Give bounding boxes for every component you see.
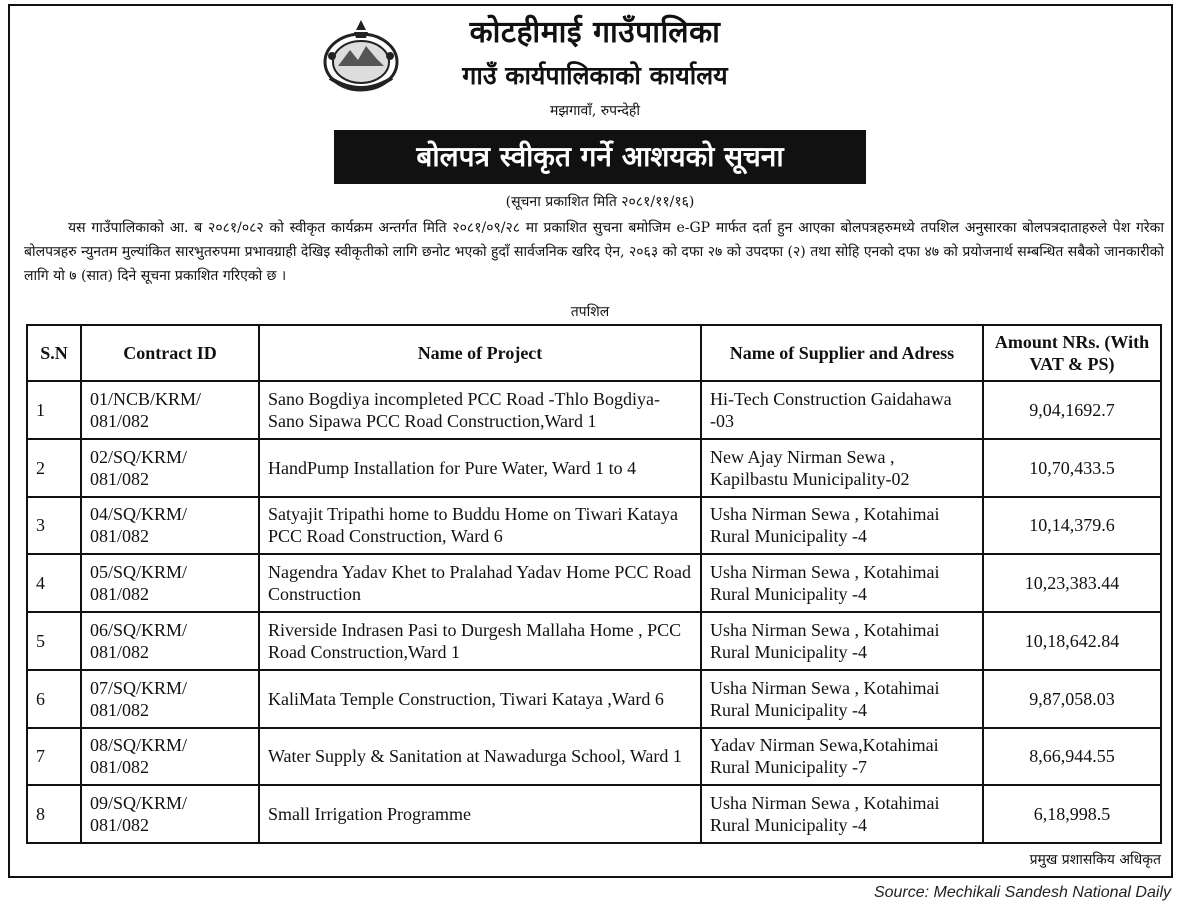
table-row xyxy=(27,439,1161,497)
cell-contract-id: 01/NCB/KRM/ 081/082 xyxy=(81,381,259,439)
cell-project: Small Irrigation Programme xyxy=(259,785,701,843)
cell-project: Satyajit Tripathi home to Buddu Home on Tiwari Kataya PCC Road Construction, Ward 6 xyxy=(259,497,701,555)
cell-amount: 8,66,944.55 xyxy=(983,728,1161,786)
signatory-title: प्रमुख प्रशासकिय अधिकृत xyxy=(1029,852,1161,868)
table-row xyxy=(27,612,1161,670)
cell-amount: 9,87,058.03 xyxy=(983,670,1161,728)
cell-sn: 7 xyxy=(27,728,81,786)
office-address: मझगावाँ, रुपन्देही xyxy=(550,103,640,119)
cell-supplier: New Ajay Nirman Sewa , Kapilbastu Municipality-02 xyxy=(701,439,983,497)
cell-project: Sano Bogdiya incompleted PCC Road -Thlo Bogdiya- Sano Sipawa PCC Road Construction,Ward 1 xyxy=(259,381,701,439)
cell-amount: 10,70,433.5 xyxy=(983,439,1161,497)
cell-supplier: Hi-Tech Construction Gaidahawa -03 xyxy=(701,381,983,439)
header-amount: Amount NRs. (With VAT & PS) xyxy=(983,325,1161,381)
table-row xyxy=(27,554,1161,612)
cell-amount: 6,18,998.5 xyxy=(983,785,1161,843)
tender-table xyxy=(26,324,1162,844)
table-row xyxy=(27,497,1161,555)
cell-supplier: Yadav Nirman Sewa,Kotahimai Rural Municipality -7 xyxy=(701,728,983,786)
municipality-name: कोटहीमाई गाउँपालिका xyxy=(469,15,721,50)
cell-sn: 8 xyxy=(27,785,81,843)
header-contract-id: Contract ID xyxy=(81,325,259,381)
cell-sn: 2 xyxy=(27,439,81,497)
header-project: Name of Project xyxy=(259,325,701,381)
table-row xyxy=(27,670,1161,728)
cell-supplier: Usha Nirman Sewa , Kotahimai Rural Municipality -4 xyxy=(701,785,983,843)
cell-supplier: Usha Nirman Sewa , Kotahimai Rural Municipality -4 xyxy=(701,497,983,555)
cell-project: HandPump Installation for Pure Water, Ward 1 to 4 xyxy=(259,439,701,497)
notice-title: बोलपत्र स्वीकृत गर्ने आशयको सूचना xyxy=(334,130,866,184)
published-date: (सूचना प्रकाशित मिति २०८१/११/१६) xyxy=(505,194,695,210)
nepal-government-emblem xyxy=(316,16,406,96)
cell-sn: 1 xyxy=(27,381,81,439)
cell-contract-id: 08/SQ/KRM/ 081/082 xyxy=(81,728,259,786)
cell-contract-id: 04/SQ/KRM/ 081/082 xyxy=(81,497,259,555)
office-name: गाउँ कार्यपालिकाको कार्यालय xyxy=(462,61,728,90)
cell-supplier: Usha Nirman Sewa , Kotahimai Rural Municipality -4 xyxy=(701,670,983,728)
cell-amount: 10,14,379.6 xyxy=(983,497,1161,555)
cell-project: Riverside Indrasen Pasi to Durgesh Mallaha Home , PCC Road Construction,Ward 1 xyxy=(259,612,701,670)
header-supplier: Name of Supplier and Adress xyxy=(701,325,983,381)
cell-contract-id: 06/SQ/KRM/ 081/082 xyxy=(81,612,259,670)
cell-sn: 4 xyxy=(27,554,81,612)
cell-amount: 10,18,642.84 xyxy=(983,612,1161,670)
cell-contract-id: 05/SQ/KRM/ 081/082 xyxy=(81,554,259,612)
cell-contract-id: 02/SQ/KRM/ 081/082 xyxy=(81,439,259,497)
cell-project: Water Supply & Sanitation at Nawadurga School, Ward 1 xyxy=(259,728,701,786)
cell-project: Nagendra Yadav Khet to Pralahad Yadav Home PCC Road Construction xyxy=(259,554,701,612)
cell-supplier: Usha Nirman Sewa , Kotahimai Rural Municipality -4 xyxy=(701,612,983,670)
cell-sn: 5 xyxy=(27,612,81,670)
cell-sn: 3 xyxy=(27,497,81,555)
source-credit: Source: Mechikali Sandesh National Daily xyxy=(873,884,1171,901)
table-row xyxy=(27,728,1161,786)
notice-body: यस गाउँपालिकाको आ. ब २०८१/०८२ को स्वीकृत कार्यक्रम अन्तर्गत मिति २०८१/०९/२८ मा प्रकाशित सुचना बमोजिम e-GP मार्फत दर्ता हुन आएका बोलपत्रहरुमध्ये तपशिल अनुसारका बोलपत्रदाताहरुले पेश गरेका बोलपत्रहरु न्युनतम मुल्यांकित सारभुतरुपमा प्रभावग्राही देखिइ स्वीकृतीको लागि छनोट भएको हुदाँ सार्वजनिक खरिद ऐन, २०६३ को दफा २७ को उपदफा (२) तथा सोहि एनको दफा ४७ को प्रयोजनार्थ सम्बन्धित सबैको जानकारीको लागि यो ७ (सात) दिने सूचना प्रकाशित गरिएको छ । xyxy=(24,220,1164,284)
cell-contract-id: 09/SQ/KRM/ 081/082 xyxy=(81,785,259,843)
cell-contract-id: 07/SQ/KRM/ 081/082 xyxy=(81,670,259,728)
table-header-row xyxy=(27,325,1161,381)
schedule-label: तपशिल xyxy=(570,304,610,320)
header-sn: S.N xyxy=(27,325,81,381)
cell-amount: 9,04,1692.7 xyxy=(983,381,1161,439)
cell-amount: 10,23,383.44 xyxy=(983,554,1161,612)
cell-project: KaliMata Temple Construction, Tiwari Kataya ,Ward 6 xyxy=(259,670,701,728)
table-row xyxy=(27,381,1161,439)
cell-sn: 6 xyxy=(27,670,81,728)
table-row xyxy=(27,785,1161,843)
cell-supplier: Usha Nirman Sewa , Kotahimai Rural Municipality -4 xyxy=(701,554,983,612)
